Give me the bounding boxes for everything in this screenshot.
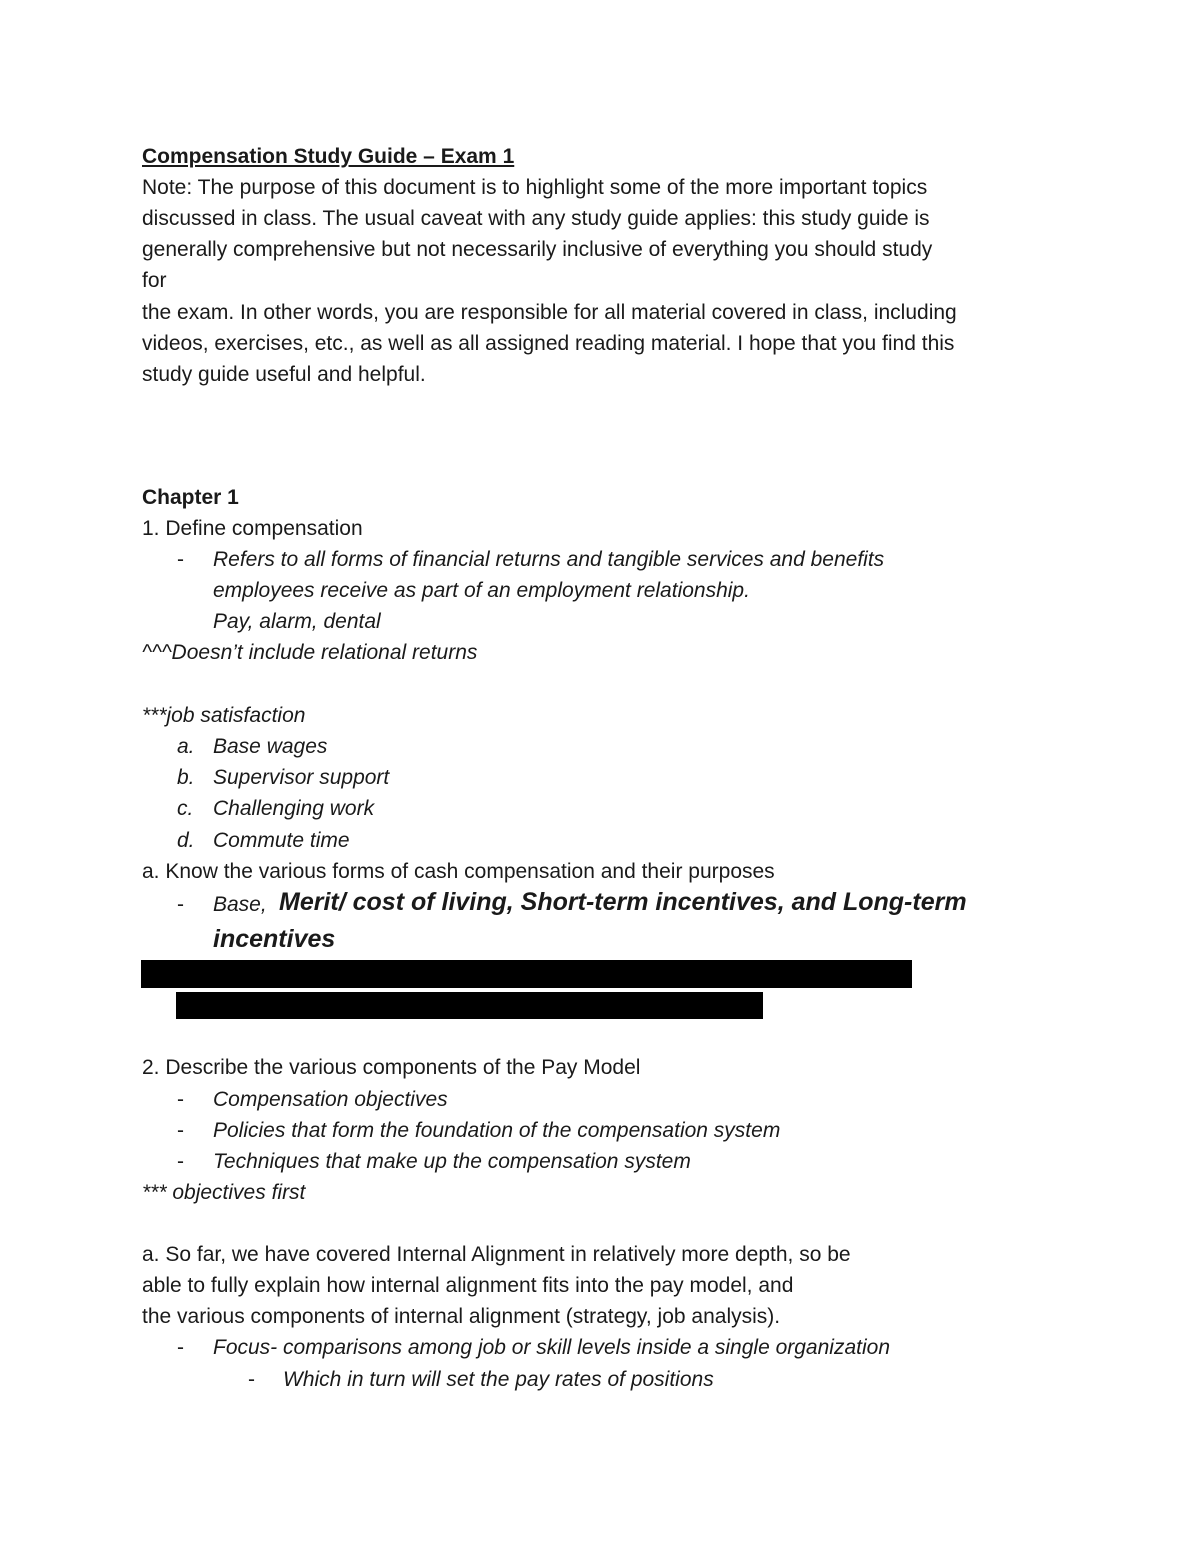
- option-letter: d.: [177, 829, 195, 852]
- bullet-dash: -: [248, 1368, 255, 1391]
- chapter-heading: Chapter 1: [142, 486, 239, 509]
- answer-line: Pay, alarm, dental: [213, 610, 381, 633]
- question-2: 2. Describe the various components of the Pay Model: [142, 1056, 641, 1079]
- option-letter: c.: [177, 797, 194, 820]
- option-text: Commute time: [213, 829, 350, 852]
- intro-line: for: [142, 269, 167, 292]
- option-text: Base wages: [213, 735, 328, 758]
- bullet-dash: -: [177, 1119, 184, 1142]
- sub-question: a. Know the various forms of cash compensation and their purposes: [142, 860, 775, 883]
- bullet-dash: -: [177, 1150, 184, 1173]
- job-satisfaction-heading: ***job satisfaction: [142, 704, 306, 727]
- focus-sub-item: Which in turn will set the pay rates of positions: [283, 1368, 714, 1391]
- question-1: 1. Define compensation: [142, 517, 363, 540]
- document-title: Compensation Study Guide – Exam 1: [142, 145, 515, 168]
- intro-line: Note: The purpose of this document is to highlight some of the more important topics: [142, 176, 928, 199]
- pay-model-item: Techniques that make up the compensation system: [213, 1150, 691, 1173]
- pay-model-item: Policies that form the foundation of the compensation system: [213, 1119, 781, 1142]
- pay-model-item: Compensation objectives: [213, 1088, 448, 1111]
- redaction-bar: [176, 992, 763, 1019]
- option-letter: a.: [177, 735, 195, 758]
- internal-alignment-line: a. So far, we have covered Internal Alignment in relatively more depth, so be: [142, 1243, 851, 1266]
- intro-line: study guide useful and helpful.: [142, 363, 426, 386]
- answer-line: employees receive as part of an employment relationship.: [213, 579, 750, 602]
- relational-note: ^^^Doesn’t include relational returns: [142, 641, 478, 664]
- bullet-dash: -: [177, 548, 184, 571]
- internal-alignment-line: able to fully explain how internal alignment fits into the pay model, and: [142, 1274, 794, 1297]
- cash-base: Base,: [213, 893, 267, 916]
- cash-forms-continued: incentives: [213, 925, 336, 953]
- bullet-dash: -: [177, 1336, 184, 1359]
- option-text-highlighted: Challenging work: [213, 797, 375, 820]
- intro-line: videos, exercises, etc., as well as all assigned reading material. I hope that you find this: [142, 332, 955, 355]
- intro-line: discussed in class. The usual caveat with any study guide applies: this study guide is: [142, 207, 930, 230]
- redaction-bar: [141, 960, 912, 988]
- answer-line: Refers to all forms of financial returns and tangible services and benefits: [213, 548, 885, 571]
- bullet-dash: -: [177, 1088, 184, 1111]
- objectives-note: *** objectives first: [142, 1181, 306, 1204]
- cash-forms: Merit/ cost of living, Short-term incentives, and Long-term: [279, 888, 967, 916]
- option-letter: b.: [177, 766, 195, 789]
- focus-item: Focus- comparisons among job or skill levels inside a single organization: [213, 1336, 890, 1359]
- intro-line: the exam. In other words, you are responsible for all material covered in class, including: [142, 301, 957, 324]
- option-text: Supervisor support: [213, 766, 390, 789]
- bullet-dash: -: [177, 893, 184, 916]
- intro-line: generally comprehensive but not necessarily inclusive of everything you should study: [142, 238, 933, 261]
- internal-alignment-line: the various components of internal alignment (strategy, job analysis).: [142, 1305, 781, 1328]
